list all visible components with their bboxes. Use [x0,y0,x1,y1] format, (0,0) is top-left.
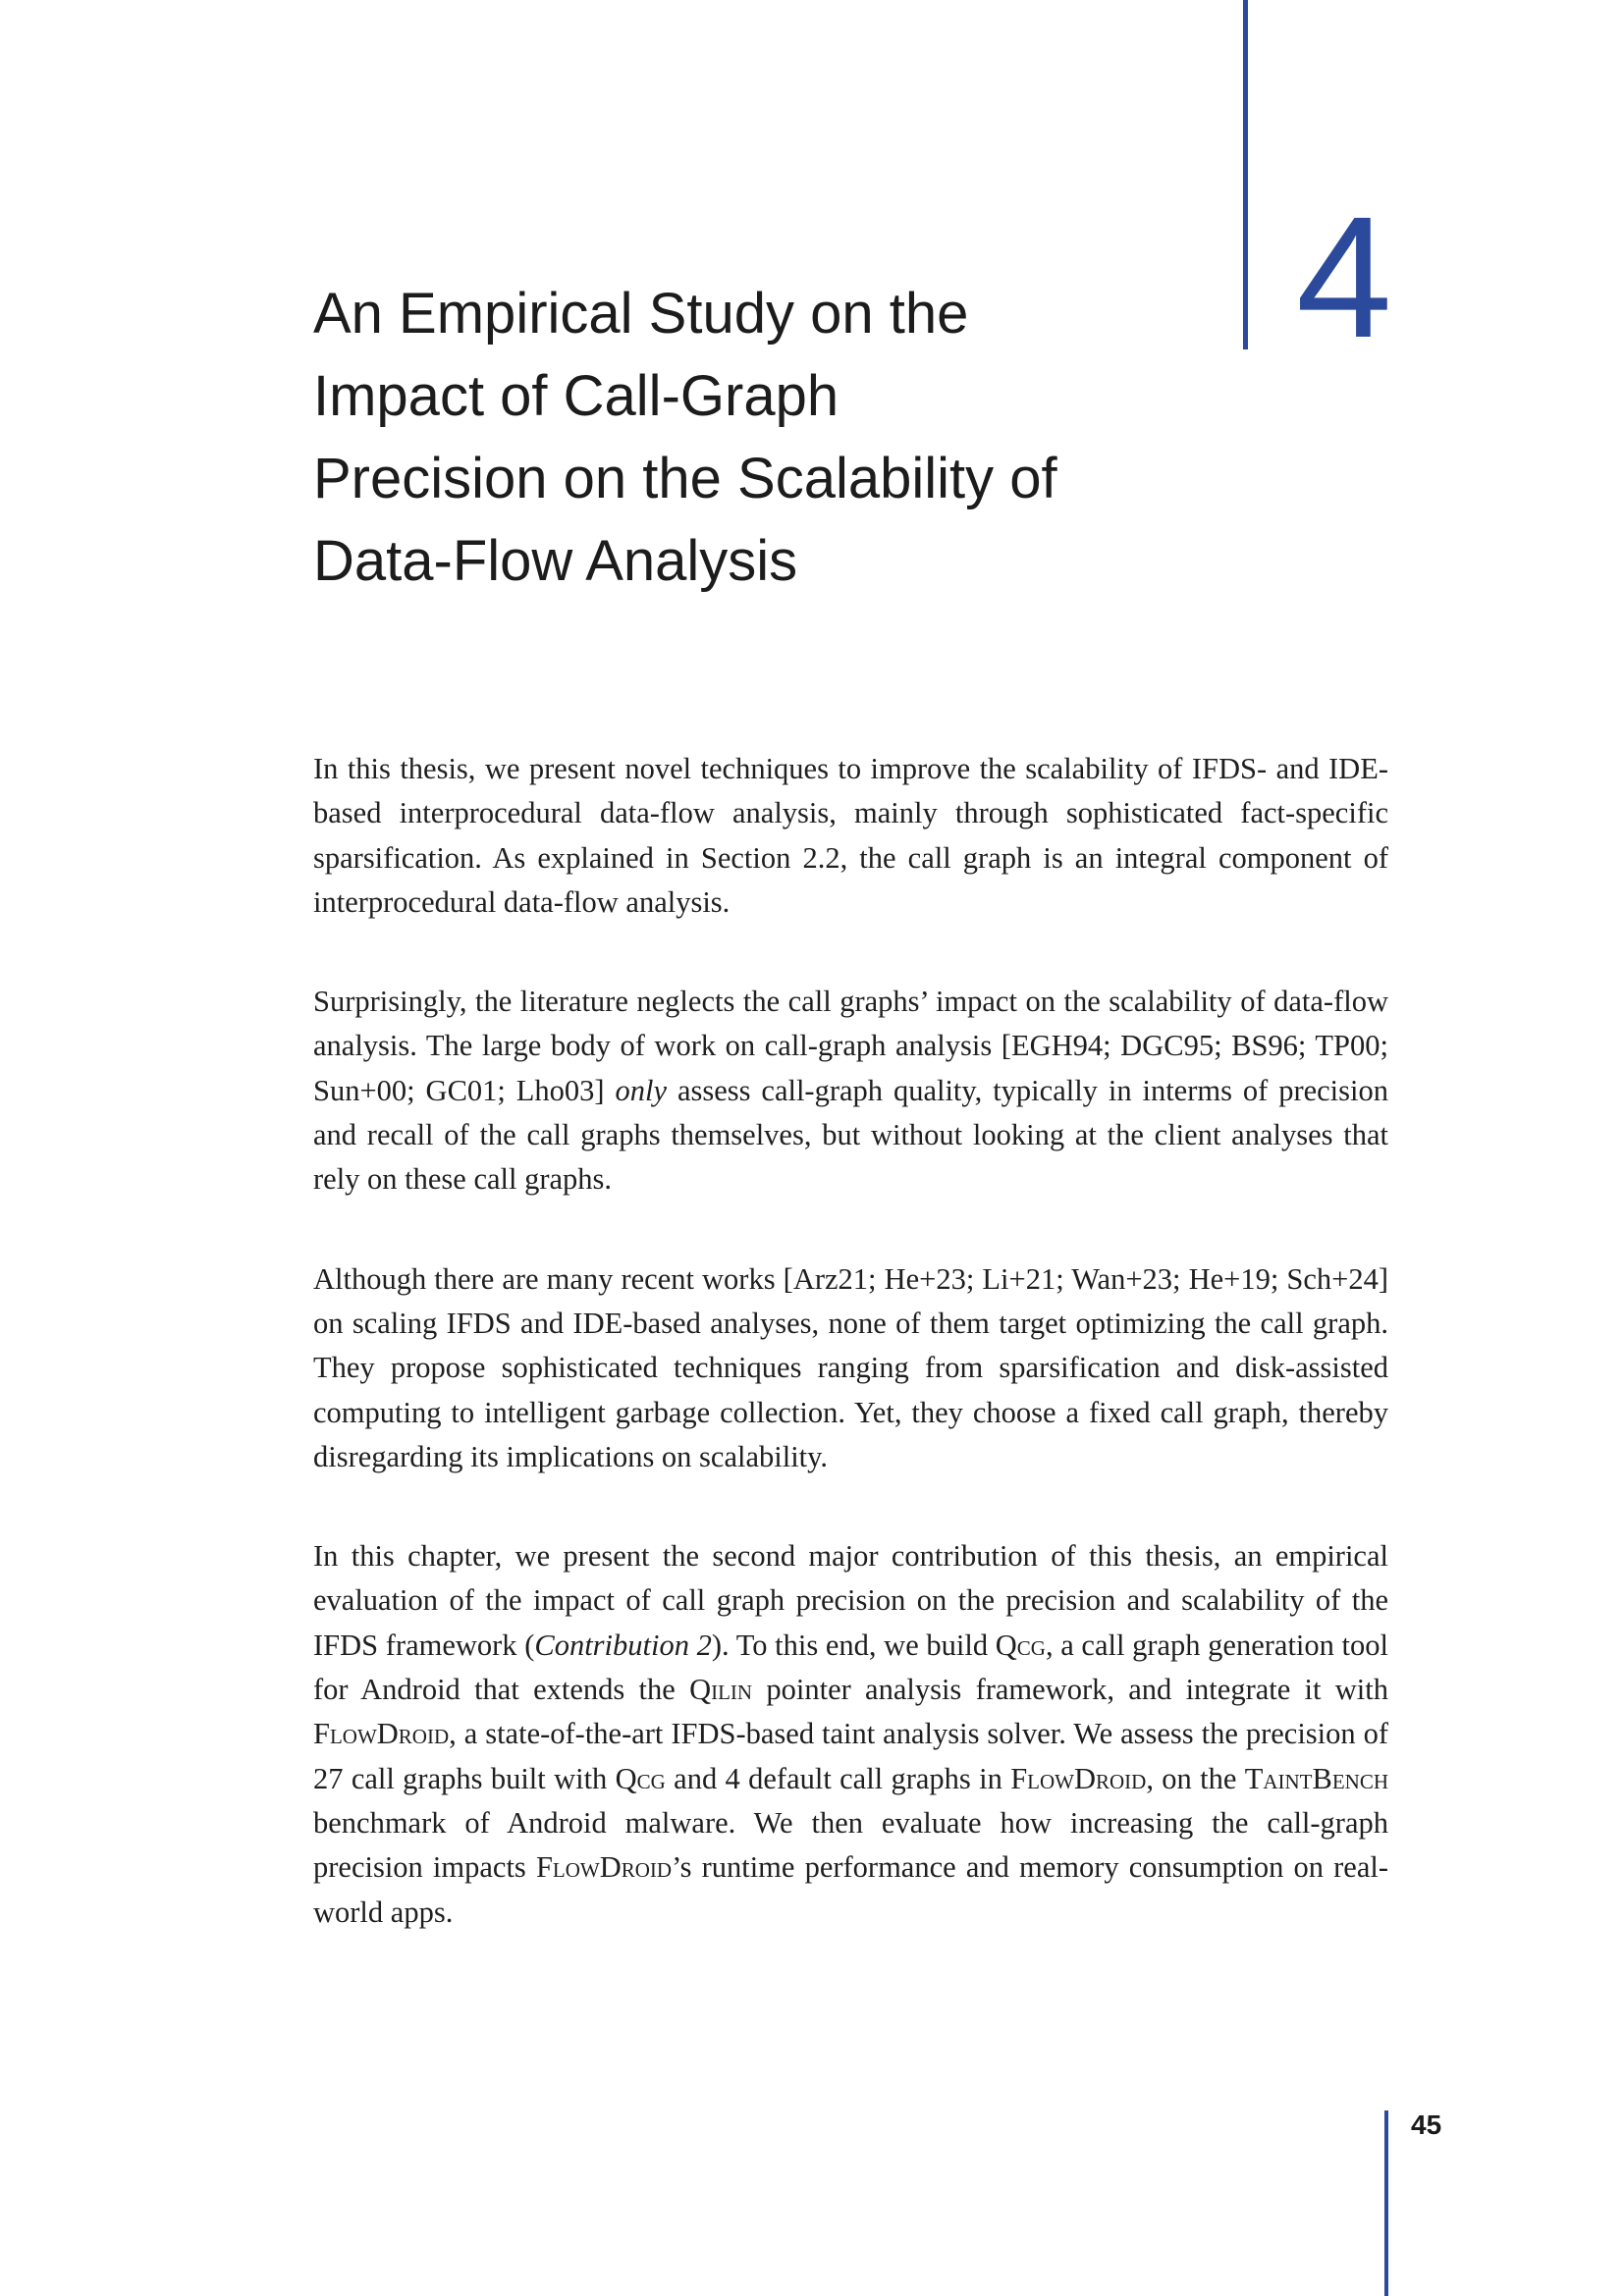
chapter-title-line: Precision on the Scalability of [313,447,1057,510]
contribution-ref: Contribution 2 [534,1628,712,1662]
paragraph-text: and 4 default call graphs in [665,1761,1011,1795]
emphasis-only: only [615,1073,668,1107]
paragraph-text: , on the [1146,1761,1245,1795]
chapter-title-line: Impact of Call-Graph [313,364,839,428]
chapter-body [313,747,1388,1990]
tool-name-qcg: Qcg [995,1628,1046,1662]
tool-name-flowdroid: FlowDroid [535,1850,673,1885]
chapter-title-line: An Empirical Study on the [313,282,969,346]
paragraph-text: Although there are many recent works [Arz21; He+23; Li+21; Wan+23; He+19; Sch+24] on scaling IFDS and IDE-based analyses, none of them target optimizing the call graph. They propose sophisticated techniques ranging from sparsification and disk-assisted computing to intelligent garbage collection. Yet, they choose a fixed call graph, thereby disregarding its implications on scalability. [313,1261,1388,1473]
paragraph-text: Surprisingly, the literature neglects the call graphs’ impact on the scalability of data-flow analysis. The large body of work on call-graph analysis [EGH94; DGC95; BS96; TP00; Sun+00; GC01; Lho03] [313,985,1388,1107]
chapter-number: 4 [1296,182,1392,374]
benchmark-name-taintbench: TaintBench [1244,1761,1389,1795]
paragraph-text: ). To this end, we build [711,1628,996,1662]
paragraph-related-work [313,1257,1388,1479]
paragraph-text: , a state-of-the-art IFDS-based taint analysis solver. We assess the precision of 27 call graphs built with [313,1717,1388,1795]
tool-name-qcg: Qcg [615,1761,666,1795]
paragraph-literature [313,980,1388,1201]
paragraph-text: assess call-graph quality, typically in interms of precision and recall of the call graphs themselves, but without looking at the client analyses that rely on these call graphs. [313,1073,1388,1197]
paragraph-text: , a call graph generation tool for Android that extends the [313,1628,1388,1707]
paragraph-text: In this chapter, we present the second major contribution of this thesis, an empirical evaluation of the impact of call graph precision on the precision and scalability of the IFDS framework ( [313,1539,1388,1662]
paragraph-intro [313,747,1388,925]
paragraph-text: ’s runtime performance and memory consumption on real-world apps. [313,1850,1388,1929]
chapter-title [313,273,1177,603]
tool-name-flowdroid: FlowDroid [313,1717,450,1751]
chapter-title-line: Data-Flow Analysis [313,529,798,593]
tool-name-qilin: Qilin [689,1673,753,1707]
paragraph-text: pointer analysis framework, and integrate it with [752,1673,1388,1707]
chapter-rule [1243,0,1248,349]
paragraph-text: benchmark of Android malware. We then evaluate how increasing the call-graph precision impacts [313,1805,1388,1885]
paragraph-text: In this thesis, we present novel techniques to improve the scalability of IFDS- and IDE-based interprocedural data-flow analysis, mainly through sophisticated fact-specific sparsification. As explained in Section 2.2, the call graph is an integral component of interprocedural data-flow analysis. [313,752,1388,919]
tool-name-flowdroid: FlowDroid [1010,1761,1147,1795]
page-number: 45 [1411,2109,1442,2140]
page-number-rule [1384,2110,1388,2296]
paragraph-contribution [313,1534,1388,1935]
